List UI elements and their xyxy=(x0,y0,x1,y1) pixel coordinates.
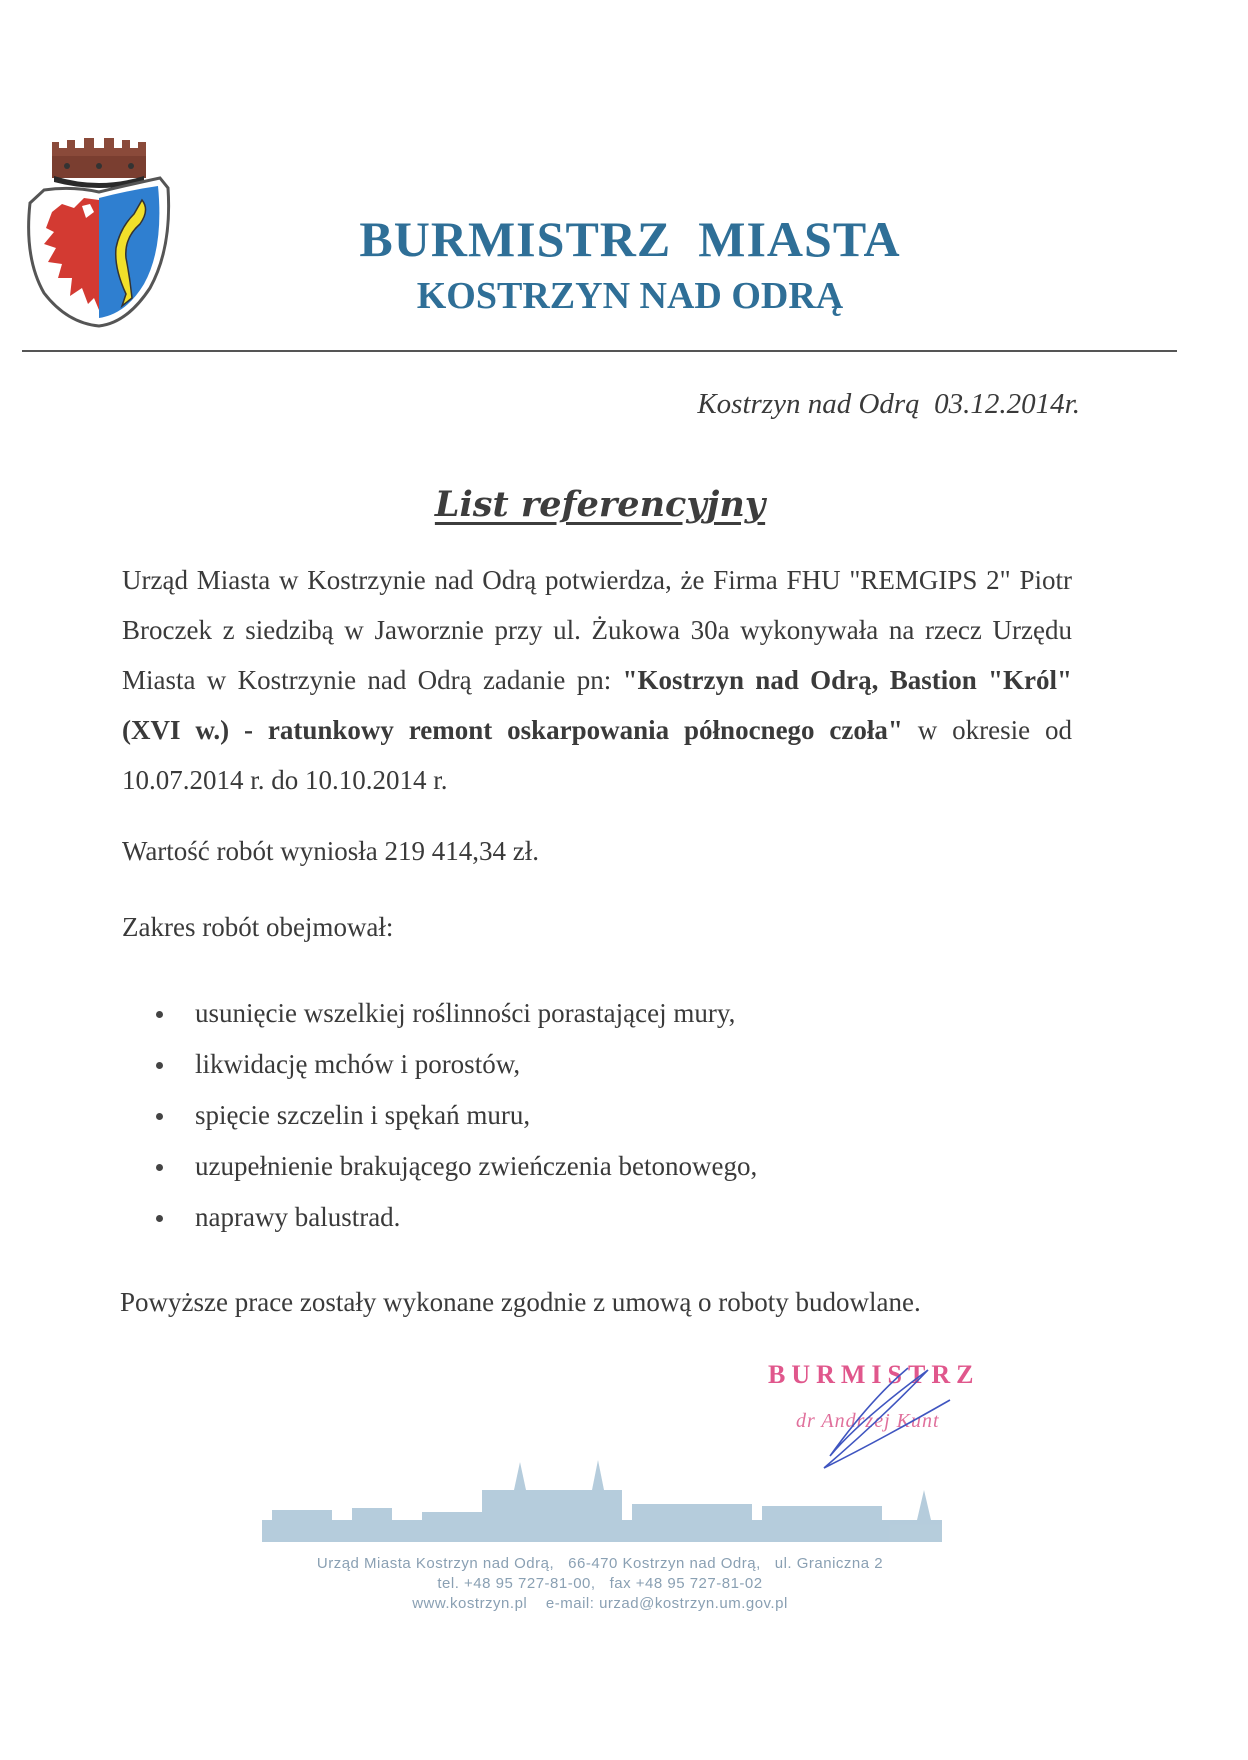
document-heading: List referencyjny xyxy=(434,484,766,525)
signature-icon xyxy=(800,1360,980,1470)
closing-statement: Powyższe prace zostały wykonane zgodnie z umową o roboty budowlane. xyxy=(120,1287,921,1317)
scope-list xyxy=(150,988,757,1243)
coat-of-arms-icon xyxy=(22,128,182,338)
list-item xyxy=(150,1141,757,1192)
list-item-text: likwidację mchów i porostów, xyxy=(195,1049,521,1079)
list-item-text: usunięcie wszelkiej roślinności porastającej mury, xyxy=(195,998,736,1028)
task-name: "Kostrzyn nad Odrą, Bastion "Król" (XVI w.) - ratunkowy remont oskarpowania północnego czoła" xyxy=(122,665,1072,745)
paragraph-text: Urząd Miasta w Kostrzynie nad Odrą potwierdza, że Firma FHU "REMGIPS 2" Piotr Broczek z siedzibą w Jaworznie przy ul. Żukowa 30a wykonywała na rzecz Urzędu Miasta w Kostrzynie nad Odrą zadanie pn: xyxy=(122,565,1072,695)
scope-intro: Zakres robót obejmował: xyxy=(122,912,394,942)
bullet-icon xyxy=(156,1215,163,1222)
footer-contact: www.kostrzyn.pl e-mail: urzad@kostrzyn.um.gov.pl xyxy=(412,1595,788,1612)
header-divider xyxy=(22,350,1177,352)
header-title: BURMISTRZ MIASTA xyxy=(359,211,901,267)
bullet-icon xyxy=(156,1011,163,1018)
work-value: Wartość robót wyniosła 219 414,34 zł. xyxy=(122,836,540,866)
list-item xyxy=(150,988,757,1039)
list-item xyxy=(150,1192,757,1243)
list-item xyxy=(150,1090,757,1141)
stamp-title: BURMISTRZ xyxy=(768,1360,980,1389)
bullet-icon xyxy=(156,1113,163,1120)
paragraph-confirmation xyxy=(122,555,1072,805)
list-item-text: naprawy balustrad. xyxy=(195,1202,401,1232)
stamp-name: dr Andrzej Kunt xyxy=(796,1410,940,1432)
crown-icon xyxy=(52,138,146,188)
list-item xyxy=(150,1039,757,1090)
footer-address: Urząd Miasta Kostrzyn nad Odrą, 66-470 Kostrzyn nad Odrą, ul. Graniczna 2 xyxy=(316,1555,884,1572)
bullet-icon xyxy=(156,1164,163,1171)
date-line: Kostrzyn nad Odrą 03.12.2014r. xyxy=(697,388,1080,420)
footer-phone: tel. +48 95 727-81-00, fax +48 95 727-81-02 xyxy=(437,1575,763,1592)
bullet-icon xyxy=(156,1062,163,1069)
list-item-text: uzupełnienie brakującego zwieńczenia betonowego, xyxy=(195,1151,758,1181)
list-item-text: spięcie szczelin i spękań muru, xyxy=(195,1100,531,1130)
header-subtitle: KOSTRZYN NAD ODRĄ xyxy=(416,275,844,317)
paragraph-period: w okresie od 10.07.2014 r. do 10.10.2014 r. xyxy=(122,715,1072,795)
city-skyline-illustration xyxy=(262,1460,942,1550)
